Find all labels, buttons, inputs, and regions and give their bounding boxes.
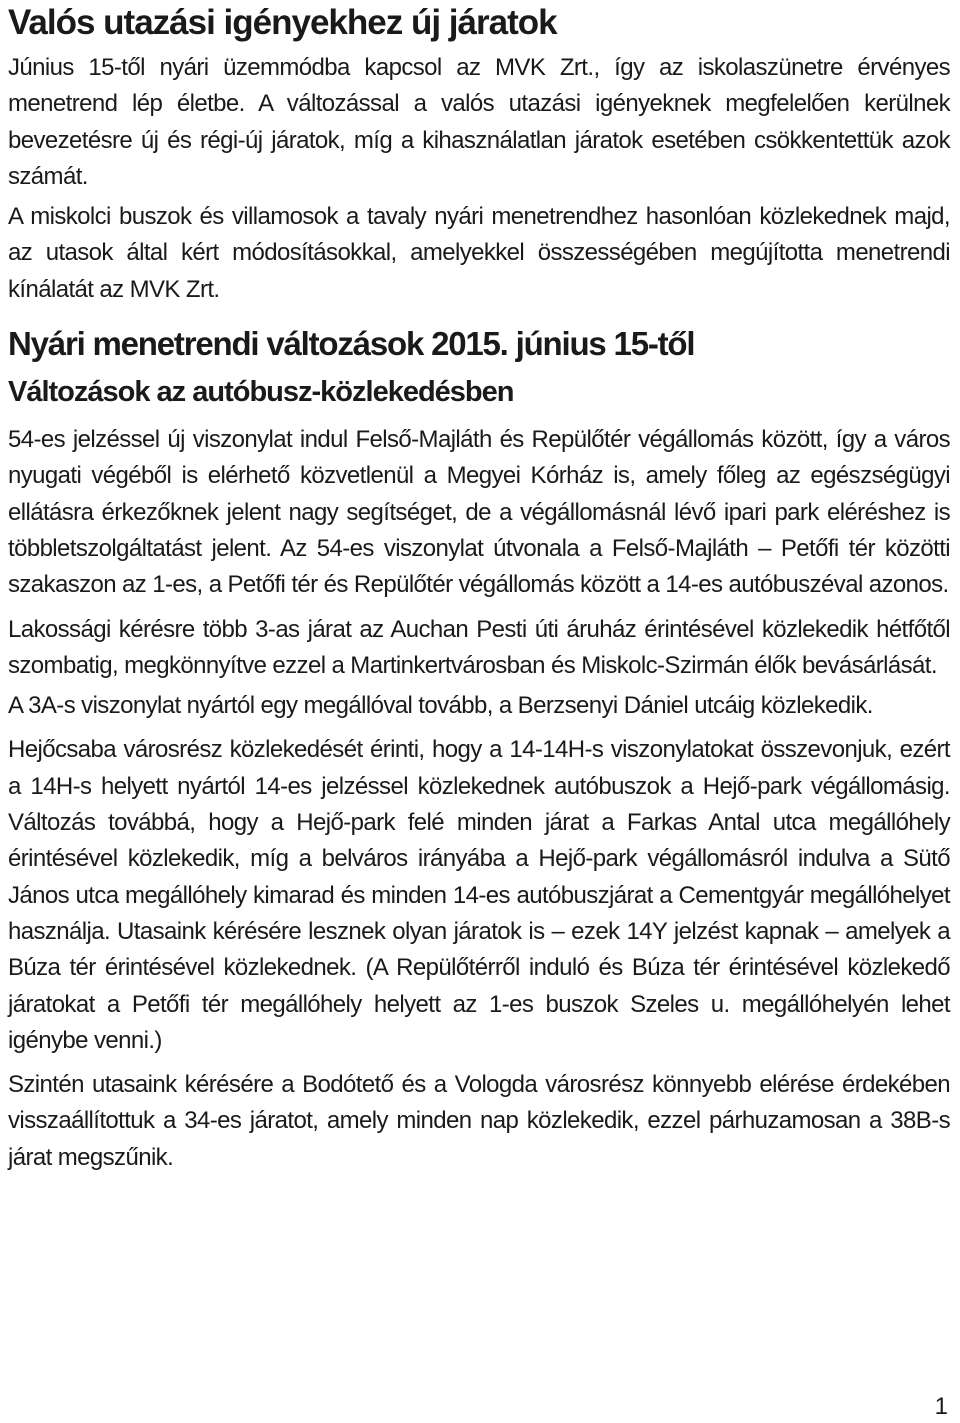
body-paragraph-1: 54-es jelzéssel új viszonylat indul Felső-Majláth és Repülőtér végállomás között, így a város nyugati végéből is elérhető közvetlenül a Megyei Kórház is, amely főleg az egészségügyi ellátásra érkezőknek jelent nagy segítséget, de a végállomásnál lévő ipari park eléréshez is többletszolgáltatást jelent. Az 54-es viszonylat útvonala a Felső-Majláth – Petőfi tér közötti szakaszon az 1-es, a Petőfi tér és Repülőtér végállomás között a 14-es autóbuszéval azonos.	[8, 426, 950, 599]
intro-paragraph-1: Június 15-től nyári üzemmódba kapcsol az MVK Zrt., így az iskolaszünetre érvényes menetrend lép életbe. A változással a valós utazási igényeknek megfelelően kerülnek bevezetésre új és régi-új járatok, míg a kihasználatlan járatok esetében csökkentettük azok számát.	[8, 54, 950, 190]
article-title: Valós utazási igényekhez új járatok	[8, 3, 557, 42]
body-paragraph-3: A 3A-s viszonylat nyártól egy megállóval tovább, a Berzsenyi Dániel utcáig közlekedik.	[8, 692, 873, 720]
body-paragraph-5: Szintén utasaink kérésére a Bodótető és a Vologda városrész könnyebb elérése érdekében visszaállítottuk a 34-es járatot, amely minden nap közlekedik, ezzel párhuzamosan a 38B-s járat megszűnik.	[8, 1071, 950, 1171]
body-paragraph-4: Hejőcsaba városrész közlekedését érinti, hogy a 14-14H-s viszonylatokat összevonjuk, ezért a 14H-s helyett nyártól 14-es jelzéssel közlekednek autóbuszok a Hejő-park végállomásig. Változás továbbá, hogy a Hejő-park felé minden járat a Farkas Antal utca megállóhely érintésével közlekedik, míg a belváros irányába a Hejő-park végállomásról indulva a Sütő János utca megállóhely kimarad és minden 14-es autóbuszjárat a Cementgyár megállóhelyet használja. Utasaink kérésére lesznek olyan járatok is – ezek 14Y jelzést kapnak – amelyek a Búza tér érintésével közlekednek. (A Repülőtérről induló és Búza tér érintésével közlekedő járatokat a Petőfi tér megállóhely helyett az 1-es buszok Szeles u. megállóhelyén lehet igénybe venni.)	[8, 736, 950, 1054]
section-title: Nyári menetrendi változások 2015. június 15-től	[8, 325, 695, 363]
page-number: 1	[934, 1393, 948, 1420]
document-page	[8, 0, 950, 1176]
subsection-title: Változások az autóbusz-közlekedésben	[8, 376, 514, 409]
body-paragraph-2: Lakossági kérésre több 3-as járat az Auchan Pesti úti áruház érintésével közlekedik hétfőtől szombatig, megkönnyítve ezzel a Martinkertvárosban és Miskolc-Szirmán élők bevásárlását.	[8, 615, 950, 679]
intro-paragraph-2: A miskolci buszok és villamosok a tavaly nyári menetrendhez hasonlóan közlekednek majd, az utasok által kért módosításokkal, amelyekkel összességében megújította menetrendi kínálatát az MVK Zrt.	[8, 203, 950, 303]
